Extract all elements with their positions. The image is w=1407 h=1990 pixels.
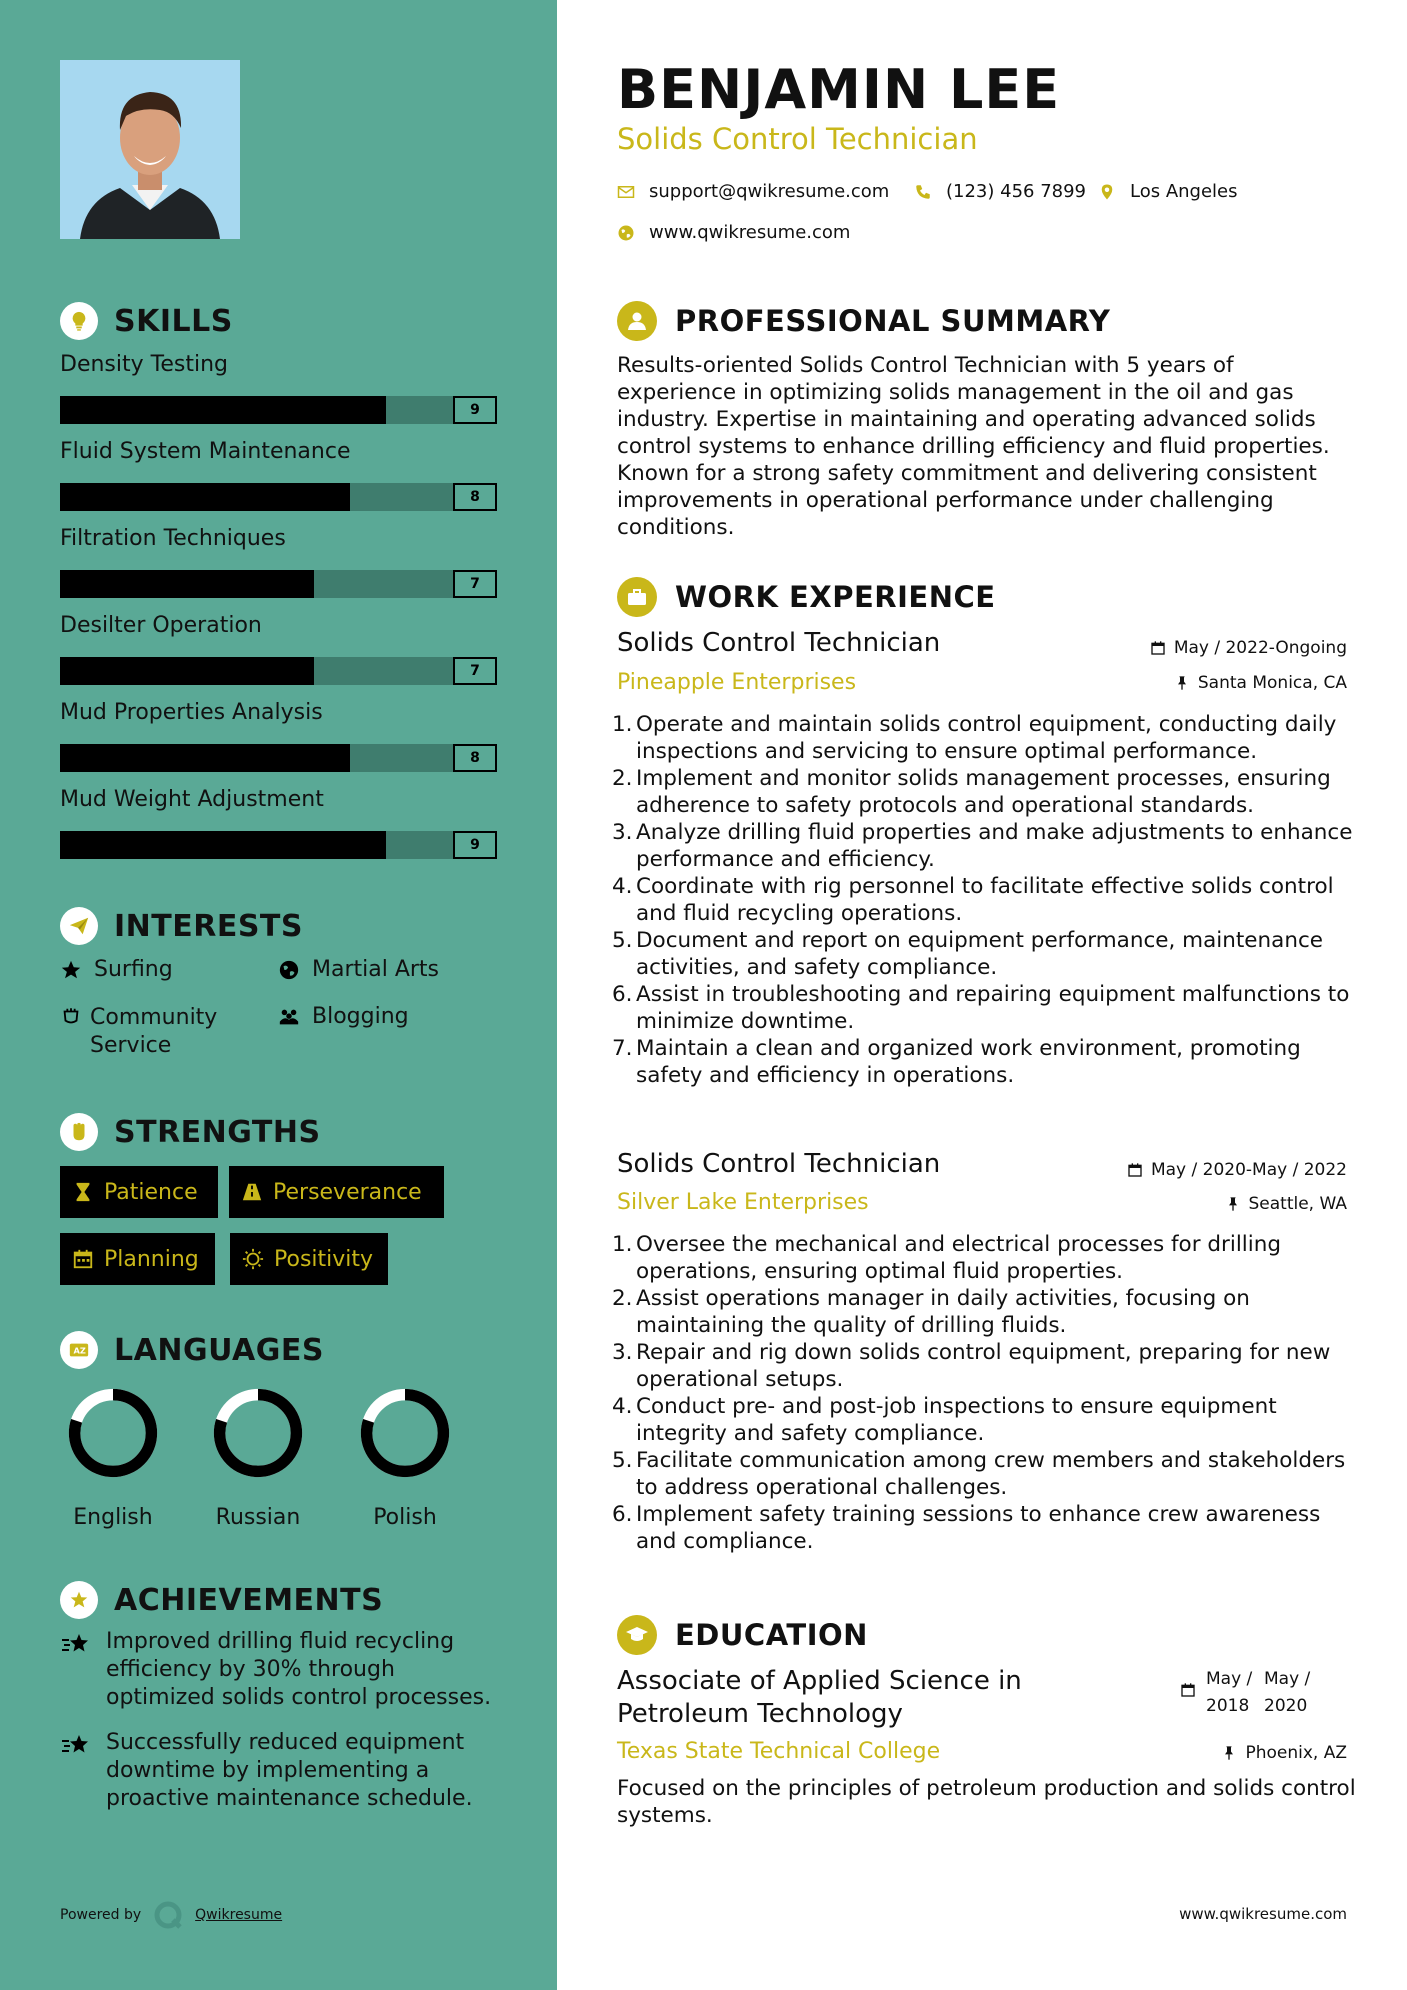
briefcase-icon bbox=[617, 577, 657, 617]
skill-bar bbox=[60, 657, 497, 685]
school-name: Texas State Technical College bbox=[617, 1739, 941, 1764]
strengths-heading bbox=[60, 1113, 321, 1151]
strength-label: Patience bbox=[104, 1179, 198, 1205]
skill-bar-fill bbox=[60, 744, 350, 772]
job-company: Pineapple Enterprises bbox=[617, 670, 857, 695]
candidate-role: Solids Control Technician bbox=[617, 122, 978, 156]
pushpin-icon bbox=[1225, 1196, 1241, 1212]
skill-name: Desilter Operation bbox=[60, 613, 262, 638]
degree-title: Associate of Applied Science in Petroleum Technology bbox=[617, 1666, 1022, 1729]
languages-heading bbox=[60, 1331, 324, 1369]
calendar-icon bbox=[1127, 1162, 1143, 1178]
map-pin-icon bbox=[1098, 183, 1116, 201]
duty-item: 2. Implement and monitor solids management processes, ensuring adherence to safety protocols and operational standards. bbox=[612, 766, 1331, 818]
skill-bar bbox=[60, 831, 497, 859]
skill-bar-fill bbox=[60, 483, 350, 511]
duty-item: 6. Implement safety training sessions to enhance crew awareness and compliance. bbox=[612, 1502, 1321, 1554]
star-badge-icon bbox=[60, 1581, 98, 1619]
job-dates-text: May / 2020-May / 2022 bbox=[1150, 1160, 1347, 1180]
lightbulb-icon bbox=[60, 302, 98, 340]
language-item bbox=[340, 1385, 470, 1530]
skill-name: Filtration Techniques bbox=[60, 526, 286, 551]
skill-row bbox=[60, 526, 497, 592]
skill-row bbox=[60, 787, 497, 853]
skill-bar bbox=[60, 744, 497, 772]
strength-label: Positivity bbox=[274, 1246, 374, 1272]
calendar-icon bbox=[1180, 1682, 1196, 1698]
hand-icon bbox=[60, 1006, 82, 1032]
contact-website[interactable] bbox=[617, 222, 850, 243]
duty-item: 4. Conduct pre- and post-job inspections to ensure equipment integrity and safety compliance. bbox=[612, 1394, 1277, 1446]
strength-badge bbox=[60, 1166, 218, 1218]
skills-heading bbox=[60, 302, 233, 340]
job-location bbox=[1225, 1194, 1348, 1214]
education-title: EDUCATION bbox=[675, 1618, 868, 1652]
svg-text:Z: Z bbox=[79, 1345, 86, 1356]
skill-score: 7 bbox=[453, 657, 497, 685]
skill-row bbox=[60, 352, 497, 418]
language-name: English bbox=[73, 1505, 153, 1530]
education-heading bbox=[617, 1615, 868, 1655]
sidebar bbox=[0, 0, 557, 1990]
education-location bbox=[1221, 1743, 1347, 1763]
skill-bar bbox=[60, 483, 497, 511]
strength-badge bbox=[230, 1233, 388, 1285]
language-name: Russian bbox=[215, 1505, 301, 1530]
skill-bar bbox=[60, 570, 497, 598]
job-location-text: Santa Monica, CA bbox=[1197, 673, 1347, 693]
achievements-title: ACHIEVEMENTS bbox=[114, 1582, 384, 1618]
contact-location bbox=[1098, 181, 1238, 202]
interest-item bbox=[60, 1004, 270, 1060]
phone-text: (123) 456 7899 bbox=[946, 181, 1087, 202]
duty-item: 2. Assist operations manager in daily activities, focusing on maintaining the quality of drilling fluids. bbox=[612, 1286, 1250, 1338]
graduation-icon bbox=[617, 1615, 657, 1655]
pushpin-icon bbox=[1221, 1745, 1237, 1761]
job-title: Solids Control Technician bbox=[617, 628, 941, 658]
powered-by bbox=[60, 1900, 282, 1930]
qwikresume-logo-icon bbox=[153, 1900, 183, 1930]
envelope-icon bbox=[617, 183, 635, 201]
skill-score: 9 bbox=[453, 396, 497, 424]
job-dates bbox=[1150, 638, 1347, 658]
road-icon bbox=[241, 1181, 263, 1203]
skill-row bbox=[60, 700, 497, 766]
duty-item: 3. Repair and rig down solids control equipment, preparing for new operational setups. bbox=[612, 1340, 1331, 1392]
globe-icon bbox=[278, 959, 304, 985]
profile-photo bbox=[60, 60, 240, 239]
duty-item: 7. Maintain a clean and organized work environment, promoting safety and efficiency in operations. bbox=[612, 1036, 1301, 1088]
contact-email[interactable] bbox=[617, 181, 889, 202]
education-end: May / 2020 bbox=[1264, 1669, 1311, 1716]
group-icon bbox=[278, 1006, 304, 1032]
education-dates bbox=[1180, 1666, 1324, 1720]
strength-label: Planning bbox=[104, 1246, 199, 1272]
achievement-text: Improved drilling fluid recycling efficiency by 30% through optimized solids control processes. bbox=[106, 1629, 492, 1710]
candidate-name: BENJAMIN LEE bbox=[617, 58, 1061, 121]
strengths-title: STRENGTHS bbox=[114, 1114, 321, 1150]
sun-icon bbox=[242, 1248, 264, 1270]
skill-name: Mud Weight Adjustment bbox=[60, 787, 324, 812]
duty-item: 4. Coordinate with rig personnel to facilitate effective solids control and fluid recycling operations. bbox=[612, 874, 1334, 926]
skill-bar bbox=[60, 396, 497, 424]
fist-icon bbox=[60, 1113, 98, 1151]
email-text: support@qwikresume.com bbox=[649, 181, 890, 202]
interest-item bbox=[278, 1004, 409, 1032]
education-location-text: Phoenix, AZ bbox=[1245, 1743, 1347, 1763]
job-dates-text: May / 2022-Ongoing bbox=[1173, 638, 1347, 658]
skill-name: Fluid System Maintenance bbox=[60, 439, 351, 464]
language-ring bbox=[65, 1385, 161, 1481]
job-dates bbox=[1127, 1160, 1347, 1180]
duty-item: 1. Operate and maintain solids control equipment, conducting daily inspections and servicing to ensure optimal performance. bbox=[612, 712, 1337, 764]
skill-row bbox=[60, 613, 497, 679]
job-location-text: Seattle, WA bbox=[1248, 1194, 1347, 1214]
skill-score: 8 bbox=[453, 744, 497, 772]
job-company: Silver Lake Enterprises bbox=[617, 1190, 869, 1215]
strength-label: Perseverance bbox=[273, 1179, 422, 1205]
language-icon bbox=[60, 1331, 98, 1369]
calendar-icon bbox=[1150, 640, 1166, 656]
shooting-star-icon bbox=[60, 1729, 92, 1761]
skill-bar-fill bbox=[60, 831, 386, 859]
language-item bbox=[193, 1385, 323, 1530]
pushpin-icon bbox=[1174, 675, 1190, 691]
job-duties bbox=[612, 711, 1361, 1089]
skill-bar-fill bbox=[60, 396, 386, 424]
interest-label: Blogging bbox=[312, 1004, 409, 1029]
svg-text:A: A bbox=[73, 1345, 80, 1356]
skill-row bbox=[60, 439, 497, 505]
summary-text: Results-oriented Solids Control Technician with 5 years of experience in optimizing solids management in the oil and gas industry. Expertise in maintaining and operating advanced solids control systems to enhance drilling efficiency and fluid properties. Known for a strong safety commitment and delivering consistent improvements in operational performance under challenging conditions. bbox=[617, 353, 1330, 540]
language-ring bbox=[210, 1385, 306, 1481]
user-icon bbox=[617, 301, 657, 341]
language-name: Polish bbox=[373, 1505, 437, 1530]
hourglass-icon bbox=[72, 1181, 94, 1203]
job-location bbox=[1174, 673, 1347, 693]
skill-name: Mud Properties Analysis bbox=[60, 700, 323, 725]
location-text: Los Angeles bbox=[1130, 181, 1238, 202]
interest-item bbox=[60, 957, 173, 985]
paper-plane-icon bbox=[60, 907, 98, 945]
interest-label: Community Service bbox=[90, 1005, 218, 1058]
skill-score: 8 bbox=[453, 483, 497, 511]
skill-score: 9 bbox=[453, 831, 497, 859]
phone-icon bbox=[914, 183, 932, 201]
achievement-text: Successfully reduced equipment downtime by implementing a proactive maintenance schedule. bbox=[106, 1730, 473, 1811]
interest-label: Surfing bbox=[94, 957, 173, 982]
duty-item: 5. Document and report on equipment performance, maintenance activities, and safety compliance. bbox=[612, 928, 1324, 980]
skill-name: Density Testing bbox=[60, 352, 228, 377]
calendar-icon bbox=[72, 1248, 94, 1270]
star-icon bbox=[60, 959, 86, 985]
website-text: www.qwikresume.com bbox=[649, 222, 851, 243]
duty-item: 1. Oversee the mechanical and electrical processes for drilling operations, ensuring optimal fluid properties. bbox=[612, 1232, 1282, 1284]
interest-label: Martial Arts bbox=[312, 957, 440, 982]
achievement-item bbox=[60, 1729, 500, 1813]
globe-icon bbox=[617, 224, 635, 242]
footer-url[interactable]: www.qwikresume.com bbox=[1179, 1905, 1347, 1923]
language-item bbox=[48, 1385, 178, 1530]
interests-heading bbox=[60, 907, 303, 945]
summary-title: PROFESSIONAL SUMMARY bbox=[675, 304, 1111, 338]
duty-item: 5. Facilitate communication among crew members and stakeholders to address operational challenges. bbox=[612, 1448, 1346, 1500]
shooting-star-icon bbox=[60, 1628, 92, 1660]
skills-title: SKILLS bbox=[114, 303, 233, 339]
summary-heading bbox=[617, 301, 1110, 341]
qwikresume-link[interactable]: Qwikresume bbox=[195, 1907, 283, 1923]
skill-score: 7 bbox=[453, 570, 497, 598]
achievements-heading bbox=[60, 1581, 383, 1619]
experience-heading bbox=[617, 577, 996, 617]
job-title: Solids Control Technician bbox=[617, 1149, 941, 1179]
duty-item: 6. Assist in troubleshooting and repairing equipment malfunctions to minimize downtime. bbox=[612, 982, 1350, 1034]
skill-bar-fill bbox=[60, 570, 314, 598]
strength-badge bbox=[60, 1233, 215, 1285]
interests-title: INTERESTS bbox=[114, 908, 303, 944]
contact-phone[interactable] bbox=[914, 181, 1086, 202]
interest-item bbox=[278, 957, 439, 985]
skill-bar-fill bbox=[60, 657, 314, 685]
duty-item: 3. Analyze drilling fluid properties and make adjustments to enhance performance and efficiency. bbox=[612, 820, 1353, 872]
achievement-item bbox=[60, 1628, 500, 1712]
job-duties bbox=[612, 1231, 1361, 1555]
powered-by-label: Powered by bbox=[60, 1907, 142, 1923]
education-description: Focused on the principles of petroleum production and solids control systems. bbox=[617, 1776, 1356, 1828]
languages-title: LANGUAGES bbox=[114, 1332, 324, 1368]
experience-title: WORK EXPERIENCE bbox=[675, 580, 996, 614]
strength-badge bbox=[229, 1166, 444, 1218]
language-ring bbox=[357, 1385, 453, 1481]
education-start: May / 2018 bbox=[1206, 1669, 1253, 1716]
